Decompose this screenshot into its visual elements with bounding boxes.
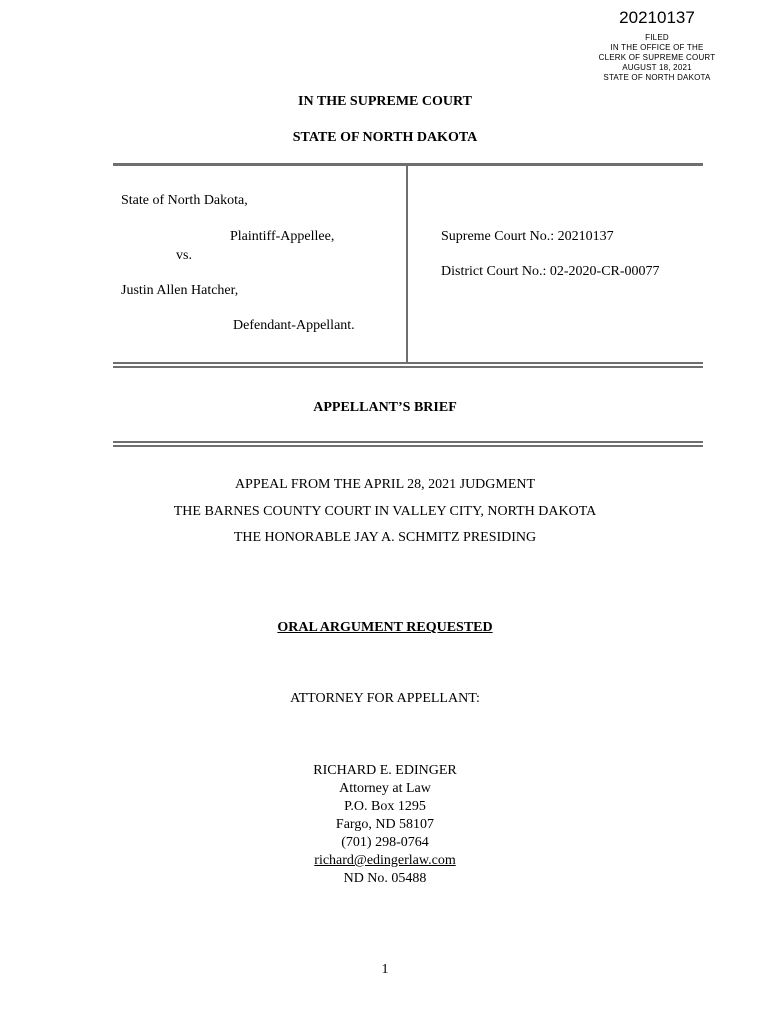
caption-bottom-rule-2	[113, 366, 703, 368]
stamp-line-date: AUGUST 18, 2021	[622, 63, 692, 72]
district-court-number: District Court No.: 02-2020-CR-00077	[441, 264, 660, 279]
caption-bottom-rule	[113, 362, 703, 364]
attorney-city: Fargo, ND 58107	[335, 817, 435, 832]
appeal-line-court: THE BARNES COUNTY COURT IN VALLEY CITY, NORTH DAKOTA	[173, 504, 597, 519]
attorney-heading: ATTORNEY FOR APPELLANT:	[290, 691, 480, 706]
defendant-name: Justin Allen Hatcher,	[121, 283, 239, 298]
title-rule	[113, 441, 703, 443]
stamp-line-filed: FILED	[645, 33, 669, 42]
brief-title: APPELLANT’S BRIEF	[313, 400, 457, 415]
title-rule-2	[113, 445, 703, 447]
attorney-name: RICHARD E. EDINGER	[313, 763, 457, 778]
page-number: 1	[381, 962, 389, 977]
court-state: STATE OF NORTH DAKOTA	[292, 130, 478, 145]
attorney-phone: (701) 298-0764	[341, 835, 429, 850]
plaintiff-role: Plaintiff-Appellee,	[230, 229, 335, 244]
attorney-email-row	[0, 852, 770, 870]
supreme-court-number: Supreme Court No.: 20210137	[441, 229, 614, 244]
defendant-role: Defendant-Appellant.	[233, 318, 355, 333]
appeal-line-judgment: APPEAL FROM THE APRIL 28, 2021 JUDGMENT	[234, 477, 536, 492]
attorney-po-box: P.O. Box 1295	[344, 799, 426, 814]
stamp-line-office: IN THE OFFICE OF THE	[610, 43, 704, 52]
attorney-bar-number: ND No. 05488	[343, 871, 427, 886]
stamp-line-state: STATE OF NORTH DAKOTA	[603, 73, 711, 82]
plaintiff-name: State of North Dakota,	[121, 193, 248, 208]
caption-divider	[406, 166, 408, 363]
case-number-stamp: 20210137	[619, 8, 695, 27]
caption-top-rule	[113, 163, 703, 166]
attorney-email-link[interactable]: richard@edingerlaw.com	[314, 853, 456, 868]
oral-argument-requested: ORAL ARGUMENT REQUESTED	[277, 620, 493, 635]
versus: vs.	[176, 248, 192, 263]
appeal-line-judge: THE HONORABLE JAY A. SCHMITZ PRESIDING	[233, 530, 537, 545]
court-name: IN THE SUPREME COURT	[298, 94, 472, 109]
attorney-title: Attorney at Law	[339, 781, 431, 796]
stamp-line-clerk: CLERK OF SUPREME COURT	[598, 53, 716, 62]
